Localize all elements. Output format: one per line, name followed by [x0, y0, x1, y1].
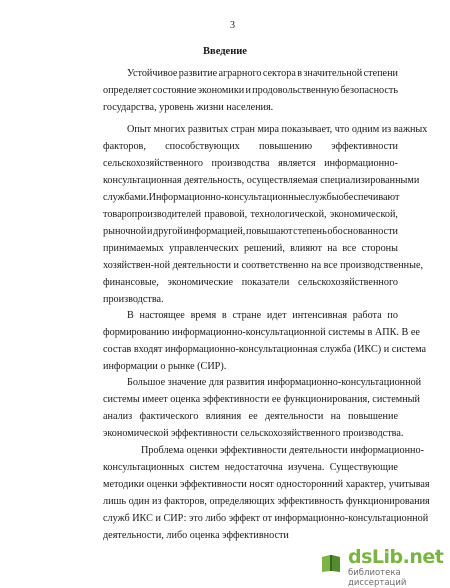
text-word: лишь один из факторов, определяющих эффективность функционирования [103, 496, 430, 507]
text-word: Опыт многих развитых стран мира показывает, что одним из важных [127, 124, 428, 135]
watermark-logo: dsLib.net [348, 546, 444, 568]
text-word: товаропроизводителей [103, 209, 202, 220]
text-word: степени [363, 68, 398, 79]
text-word: Большое значение для развития информационно-консультационной [127, 377, 422, 388]
text-word: служб ИКС и СИР: это либо эффект от информационно-консультационной [103, 513, 429, 524]
text-word: по [387, 310, 398, 321]
watermark [306, 544, 450, 588]
text-word: рыночной [103, 226, 147, 237]
text-line [103, 260, 423, 272]
text-line [127, 310, 398, 322]
text-word: и [147, 226, 153, 237]
text-word: службы [305, 192, 339, 203]
text-word: государства, уровень жизни населения. [103, 102, 274, 113]
text-line [103, 175, 419, 187]
text-word: обоснованности [327, 226, 398, 237]
text-word: информацией, [183, 226, 246, 237]
text-line [103, 226, 398, 238]
text-word: настоящее [139, 310, 185, 321]
text-word: информации о рынке (СИР). [103, 361, 227, 372]
text-word: безопасность [340, 85, 398, 96]
text-line [103, 158, 398, 170]
text-word: влияют [290, 243, 322, 254]
text-word: обеспечивают [338, 192, 400, 203]
text-word: в [297, 68, 303, 79]
text-word: идет [266, 310, 287, 321]
text-word: хозяйствен-ной деятельности и соответственно на все производственные, [103, 260, 424, 271]
text-word: другой [153, 226, 183, 237]
watermark-subtitle: библиотека диссертаций [348, 568, 407, 588]
text-word: стране [232, 310, 262, 321]
text-word: все [342, 243, 357, 254]
text-line [103, 530, 289, 542]
text-word: является [278, 158, 316, 169]
text-word: способствующих [165, 141, 240, 152]
text-line [103, 411, 398, 423]
text-word: стороны [361, 243, 398, 254]
text-word: сельскохозяйственного [103, 158, 203, 169]
text-line [103, 361, 226, 373]
text-word: Информационно-консультационные [148, 192, 306, 203]
text-word: работа [352, 310, 382, 321]
text-line [103, 243, 398, 255]
text-word: систем [189, 462, 220, 473]
text-word: и [245, 85, 251, 96]
text-word: повышают [246, 226, 293, 237]
text-word: деятельности [264, 411, 324, 422]
text-word: повышение [347, 411, 398, 422]
text-word: производства [211, 158, 270, 169]
text-line [103, 462, 398, 474]
text-word: эффективности [331, 141, 398, 152]
text-word: интенсивная [292, 310, 348, 321]
text-line [127, 124, 427, 136]
text-word: экономики [197, 85, 245, 96]
text-line [103, 102, 273, 114]
text-word: состав входят информационно-консультационная служба (ИКС) и система [103, 344, 427, 355]
text-line [103, 479, 430, 491]
text-word: Существующие [329, 462, 398, 473]
text-line [103, 277, 398, 289]
text-word: Проблема оценки эффективности деятельности информационно- [141, 445, 424, 456]
text-word: консультационная деятельность, осуществляемая специализированными [103, 175, 420, 186]
text-word: анализ [103, 411, 133, 422]
text-word: технологической, [250, 209, 327, 220]
text-word: определяет [103, 85, 152, 96]
text-word: развитие [178, 68, 218, 79]
text-word: продовольственную [252, 85, 340, 96]
text-word: сельскохозяйственного [298, 277, 398, 288]
text-word: степень [293, 226, 327, 237]
page-number: 3 [230, 20, 235, 31]
text-word: принимаемых [103, 243, 164, 254]
text-line [103, 513, 428, 525]
text-line [127, 377, 421, 389]
text-word: информационно- [324, 158, 398, 169]
text-word: недостаточна [224, 462, 283, 473]
text-line [103, 394, 420, 406]
text-word: состояние [152, 85, 197, 96]
text-word: экономической эффективности сельскохозяйственного производства. [103, 428, 404, 439]
text-word: время [190, 310, 217, 321]
text-word: решений, [244, 243, 285, 254]
text-word: изучена. [287, 462, 325, 473]
text-line [103, 344, 426, 356]
text-word: аграрного [218, 68, 262, 79]
text-word: консультационных [103, 462, 185, 473]
text-line [103, 327, 420, 339]
text-word: формированию информационно-консультационной системы в АПК. В ее [103, 327, 420, 338]
text-word: В [127, 310, 134, 321]
text-line [103, 192, 398, 204]
text-word: значительной [303, 68, 363, 79]
text-word: сектора [262, 68, 296, 79]
text-line [103, 85, 398, 97]
text-word: показатели [241, 277, 290, 288]
text-word: правовой, [204, 209, 248, 220]
text-line [103, 209, 398, 221]
text-line [103, 428, 403, 440]
text-word: службами. [103, 192, 149, 203]
text-word: на [330, 411, 341, 422]
text-line [103, 141, 398, 153]
text-word: методики оценки эффективности носят односторонний характер, учитывая [103, 479, 430, 490]
text-word: финансовые, [103, 277, 159, 288]
text-word: в [221, 310, 227, 321]
book-icon [320, 552, 342, 574]
section-heading: Введение [203, 46, 247, 57]
text-line [141, 445, 424, 457]
text-word: экономические [167, 277, 234, 288]
text-word: влияния [205, 411, 242, 422]
text-word: факторов, [103, 141, 146, 152]
text-line [103, 496, 430, 508]
text-word: экономической, [329, 209, 398, 220]
text-word: производства. [103, 294, 164, 305]
text-word: управленческих [168, 243, 239, 254]
text-word: на [327, 243, 338, 254]
text-line [103, 294, 164, 306]
text-word: Устойчивое [127, 68, 178, 79]
text-line [127, 68, 398, 80]
text-word: системы имеет оценка эффективности ее функционирования, системный [103, 394, 420, 405]
text-word: фактического [139, 411, 199, 422]
text-word: повышению [258, 141, 313, 152]
text-word: ее [248, 411, 258, 422]
text-word: деятельности, либо оценка эффективности [103, 530, 289, 541]
